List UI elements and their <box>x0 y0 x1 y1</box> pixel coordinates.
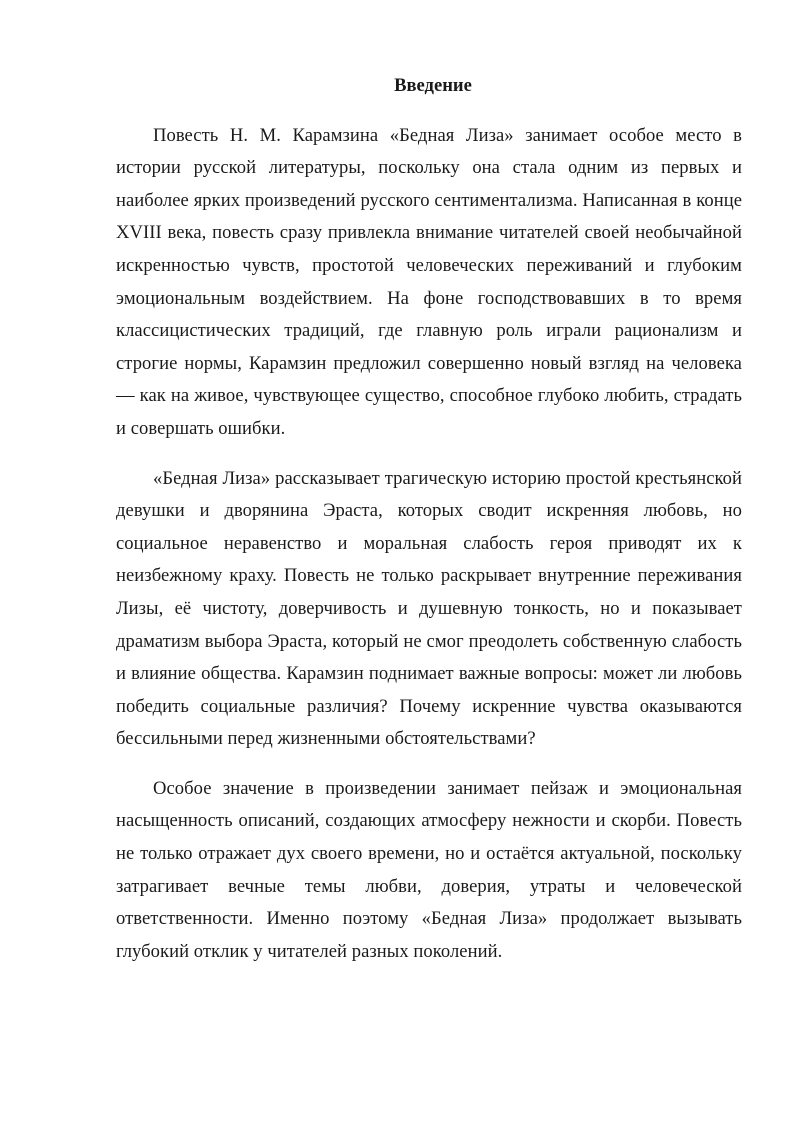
document-body <box>116 70 742 985</box>
paragraph-3: Особое значение в произведении занимает пейзаж и эмоциональная насыщенность описаний, создающих атмосферу нежности и скорби. Повесть не только отражает дух своего времени, но и остаётся актуальной, поскольку затрагивает вечные темы любви, доверия, утраты и человеческой ответственности. Именно поэтому «Бедная Лиза» продолжает вызывать глубокий отклик у читателей разных поколений. <box>116 777 742 962</box>
section-title: Введение <box>394 75 472 96</box>
paragraph-1: Повесть Н. М. Карамзина «Бедная Лиза» занимает особое место в истории русской литературы, поскольку она стала одним из первых и наиболее ярких произведений русского сентиментализма. Написанная в конце XVIII века, повесть сразу привлекла внимание читателей своей необычайной искренностью чувств, простотой человеческих переживаний и глубоким эмоциональным воздействием. На фоне господствовавших в то время классицистических традиций, где главную роль играли рационализм и строгие нормы, Карамзин предложил совершенно новый взгляд на человека — как на живое, чувствующее существо, способное глубоко любить, страдать и совершать ошибки. <box>116 124 742 439</box>
paragraph-2: «Бедная Лиза» рассказывает трагическую историю простой крестьянской девушки и дворянина Эраста, которых сводит искренняя любовь, но социальное неравенство и моральная слабость героя приводят их к неизбежному краху. Повесть не только раскрывает внутренние переживания Лизы, её чистоту, доверчивость и душевную тонкость, но и показывает драматизм выбора Эраста, который не смог преодолеть собственную слабость и влияние общества. Карамзин поднимает важные вопросы: может ли любовь победить социальные различия? Почему искренние чувства оказываются бессильными перед жизненными обстоятельствами? <box>116 467 742 750</box>
